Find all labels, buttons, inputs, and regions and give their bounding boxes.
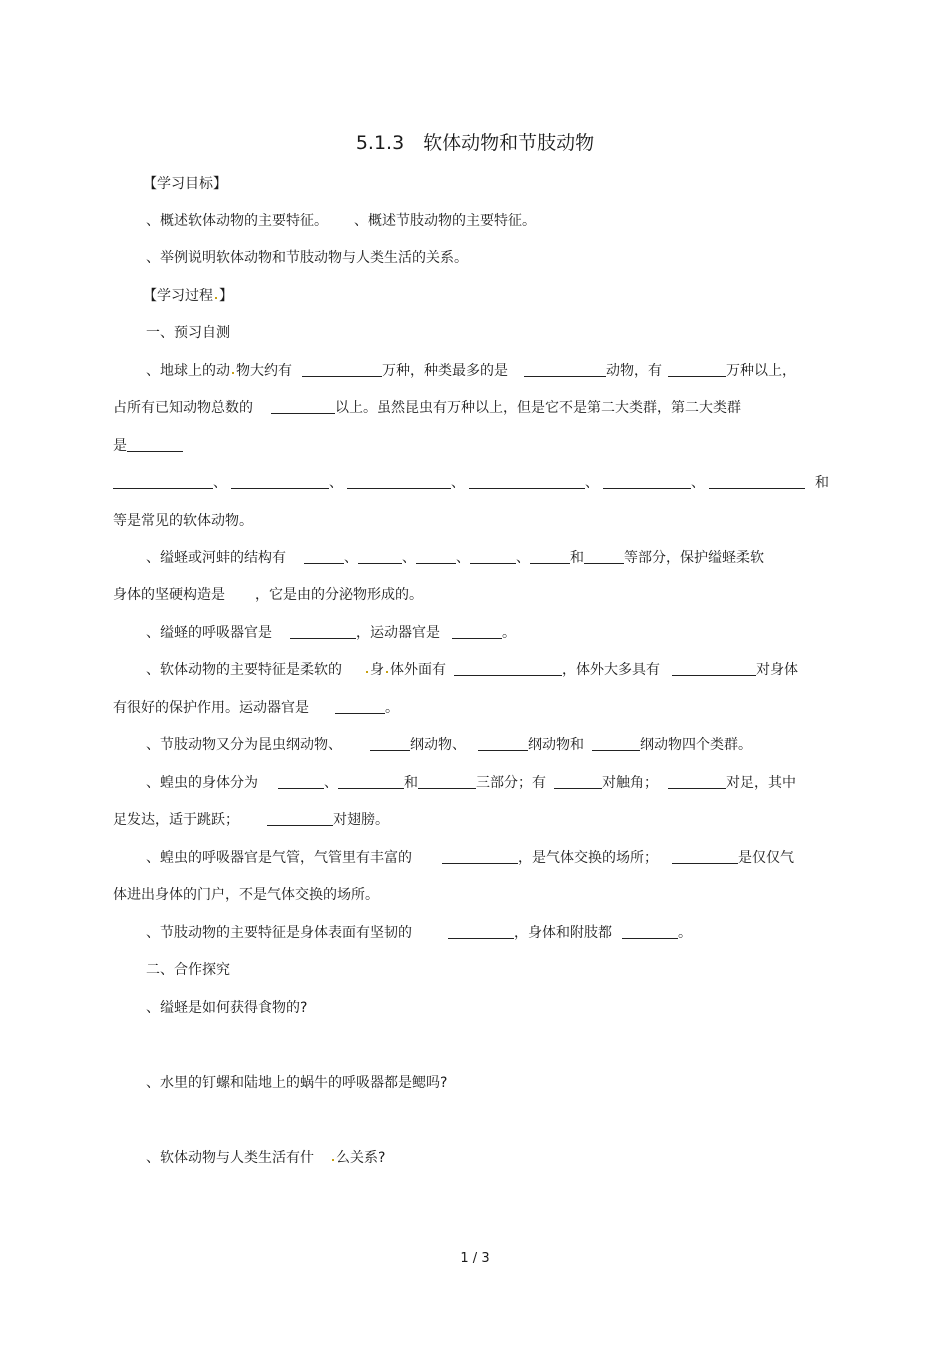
blank[interactable] (584, 549, 624, 564)
blank[interactable] (347, 474, 451, 489)
q2-line-2: 身体的坚硬构造是 ，它是由的分泌物形成的。 (113, 587, 423, 603)
blank[interactable] (530, 549, 570, 564)
explore-question-3: 、软体动物与人类生活有什 么关系? (146, 1150, 386, 1166)
blank[interactable] (338, 774, 404, 789)
goal-line-1: 、概述软体动物的主要特征。 、概述节肢动物的主要特征。 (146, 213, 536, 229)
q7-line-2: 体进出身体的门户，不是气体交换的场所。 (113, 887, 379, 903)
blank[interactable] (470, 549, 516, 564)
blank[interactable] (113, 474, 213, 489)
blank[interactable] (358, 549, 402, 564)
q1-line-1: 、地球上的动 物大约有 万种，种类最多的是 动物，有 万种以上， (146, 363, 796, 379)
q1-line-3: 是 (113, 437, 183, 455)
blank[interactable] (668, 774, 726, 789)
blank[interactable] (672, 661, 756, 676)
blank[interactable] (370, 736, 410, 751)
blank[interactable] (416, 549, 456, 564)
q3-line: 、缢蛏的呼吸器官是 ，运动器官是 。 (146, 625, 516, 641)
q6-line-2: 足发达，适于跳跃； 对翅膀。 (113, 812, 389, 828)
blank[interactable] (448, 924, 514, 939)
goal-line-2: 、举例说明软体动物和节肢动物与人类生活的关系。 (146, 250, 468, 266)
blank[interactable] (127, 437, 183, 452)
blank[interactable] (454, 661, 562, 676)
blank[interactable] (290, 624, 356, 639)
blank[interactable] (335, 699, 385, 714)
q6-line-1: 、蝗虫的身体分为 、 和 三部分；有 对触角； 对足，其中 (146, 775, 796, 791)
q1-line-2: 占所有已知动物总数的 以上。虽然昆虫有万种以上，但是它不是第二大类群，第二大类群 (113, 400, 741, 416)
q1-line-5: 等是常见的软体动物。 (113, 513, 253, 529)
blank[interactable] (603, 474, 691, 489)
blank[interactable] (278, 774, 324, 789)
blank[interactable] (267, 811, 333, 826)
blank[interactable] (478, 736, 528, 751)
blank[interactable] (302, 362, 382, 377)
q2-line-1: 、缢蛏或河蚌的结构有 、 、 、 、 和 等部分，保护缢蛏柔软 (146, 550, 764, 566)
document-title: 5.1.3 软体动物和节肢动物 (355, 132, 595, 154)
q1-line-4: 、 、 、 、 、 和 (113, 474, 829, 492)
explore-question-1: 、缢蛏是如何获得食物的? (146, 1000, 308, 1016)
page-number: 1 / 3 (460, 1251, 490, 1266)
blank[interactable] (592, 736, 640, 751)
blank[interactable] (709, 474, 805, 489)
blank[interactable] (524, 362, 606, 377)
blank[interactable] (554, 774, 602, 789)
q4-line-2: 有很好的保护作用。运动器官是 。 (113, 700, 399, 716)
blank[interactable] (469, 474, 585, 489)
q5-line: 、节肢动物又分为昆虫纲动物、 纲动物、 纲动物和 纲动物四个类群。 (146, 737, 752, 753)
blank[interactable] (622, 924, 678, 939)
explore-question-2: 、水里的钉螺和陆地上的蜗牛的呼吸器都是鳃吗? (146, 1075, 448, 1091)
q8-line: 、节肢动物的主要特征是身体表面有坚韧的 ，身体和附肢都 。 (146, 925, 692, 941)
blank[interactable] (418, 774, 476, 789)
q7-line-1: 、蝗虫的呼吸器官是气管，气管里有丰富的 ，是气体交换的场所； 是仅仅气 (146, 850, 794, 866)
blank[interactable] (231, 474, 329, 489)
blank[interactable] (668, 362, 726, 377)
blank[interactable] (304, 549, 344, 564)
section-2-heading: 二、合作探究 (146, 962, 230, 978)
blank[interactable] (442, 849, 518, 864)
q4-line-1: 、软体动物的主要特征是柔软的 身 体外面有 ，体外大多具有 对身体 (146, 662, 798, 678)
blank[interactable] (271, 399, 335, 414)
blank[interactable] (672, 849, 738, 864)
section-1-heading: 一、预习自测 (146, 325, 230, 341)
goals-heading: 【学习目标】 (143, 176, 227, 192)
process-heading: 【学习过程 】 (143, 288, 233, 304)
blank[interactable] (452, 624, 502, 639)
